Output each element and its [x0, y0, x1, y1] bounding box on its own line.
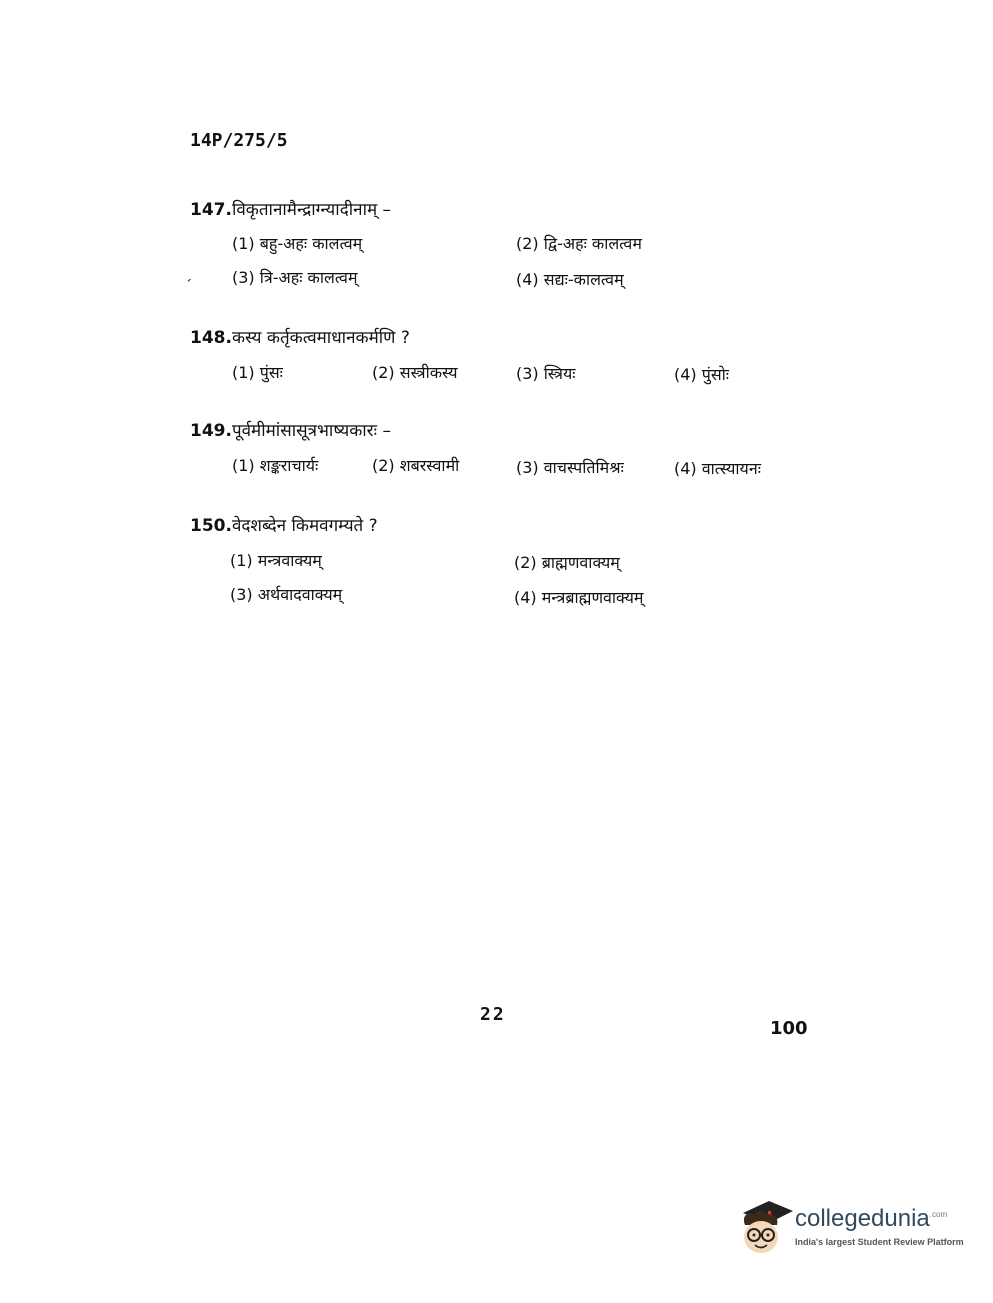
- question-number: 150.: [190, 516, 232, 536]
- option-149-3: (3) वाचस्पतिमिश्रः: [516, 458, 624, 477]
- question-text: विकृतानामैन्द्राग्न्यादीनाम् –: [231, 200, 392, 220]
- option-150-2: (2) ब्राह्मणवाक्यम्: [514, 553, 620, 572]
- option-148-2: (2) सस्त्रीकस्य: [372, 363, 458, 382]
- question-text: पूर्वमीमांसासूत्रभाष्यकारः –: [231, 421, 391, 441]
- paper-code: 14P/275/5: [190, 130, 288, 151]
- question-text: वेदशब्देन किमवगम्यते ?: [231, 516, 378, 536]
- option-148-4: (4) पुंसोः: [674, 365, 730, 384]
- option-150-1: (1) मन्त्रवाक्यम्: [230, 551, 322, 570]
- stray-mark: ‘: [181, 275, 194, 293]
- option-149-1: (1) शङ्कराचार्यः: [232, 456, 319, 475]
- question-text: कस्य कर्तृकत्वमाधानकर्मणि ?: [231, 328, 410, 348]
- option-147-1: (1) बहु-अहः कालत्वम्: [232, 234, 363, 253]
- question-number: 148.: [190, 328, 232, 348]
- option-149-4: (4) वात्स्यायनः: [674, 459, 761, 478]
- question-number: 147.: [190, 200, 232, 220]
- collegedunia-logo: [735, 1195, 964, 1265]
- question-149: [190, 418, 391, 441]
- option-148-3: (3) स्त्रियः: [516, 364, 576, 383]
- option-147-4: (4) सद्यः-कालत्वम्: [516, 270, 624, 289]
- question-148: [190, 325, 410, 348]
- option-150-3: (3) अर्थवादवाक्यम्: [230, 585, 343, 604]
- logo-wordmark: collegedunia$^{.com}$: [795, 1205, 948, 1232]
- logo-tagline: India's largest Student Review Platform: [795, 1237, 964, 1247]
- page-number: 22: [480, 1004, 506, 1025]
- option-150-4: (4) मन्त्रब्राह्मणवाक्यम्: [514, 588, 644, 607]
- option-147-3: (3) त्रि-अहः कालत्वम्: [232, 268, 358, 287]
- question-150: [190, 513, 378, 536]
- question-147: [190, 197, 391, 220]
- option-149-2: (2) शबरस्वामी: [372, 456, 460, 475]
- question-number: 149.: [190, 421, 232, 441]
- marks-total: 100: [770, 1018, 808, 1039]
- option-147-2: (2) द्वि-अहः कालत्वम: [516, 234, 642, 253]
- student-mascot-icon: [735, 1195, 795, 1265]
- option-148-1: (1) पुंसः: [232, 363, 283, 382]
